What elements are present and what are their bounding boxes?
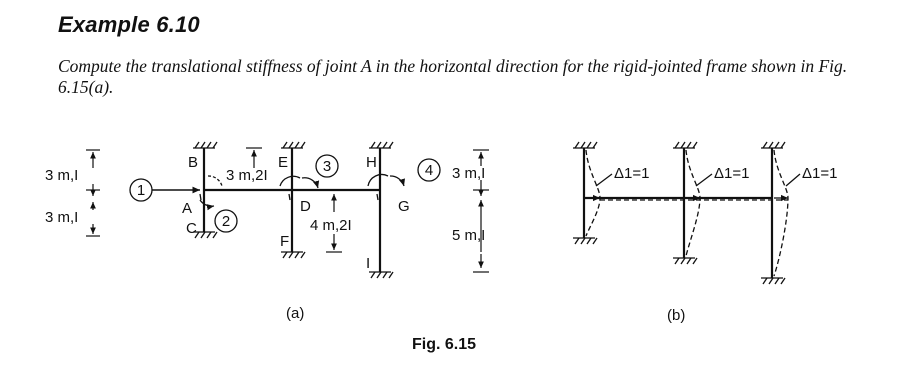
- dim-ab: 3 m,I: [45, 167, 79, 184]
- joint-label-g: G: [398, 198, 410, 215]
- joint-label-h: H: [366, 154, 377, 171]
- joint-label-a: A: [182, 200, 193, 217]
- figure-caption: Fig. 6.15: [412, 336, 477, 353]
- joint-label-c: C: [186, 220, 197, 237]
- member-4-number: 4: [424, 162, 434, 179]
- panel-b-frame: [573, 142, 800, 284]
- joint-label-i: I: [366, 255, 371, 272]
- problem-statement: Compute the translational stiffness of joint A in the horizontal direction for the rigid-jointed frame shown in Fig. 6.15(a).: [58, 56, 848, 97]
- dim-df: 4 m,2I: [310, 217, 352, 234]
- dim-be: 3 m,2I: [226, 167, 268, 184]
- dim-ac: 3 m,I: [45, 209, 79, 226]
- panel-a-label: (a): [286, 305, 305, 322]
- joint-label-b: B: [188, 154, 199, 171]
- deflection-label-2: Δ1=1: [714, 165, 750, 182]
- example-title: Example 6.10: [58, 12, 200, 37]
- member-1-number: 1: [136, 182, 146, 199]
- deflection-label-1: Δ1=1: [614, 165, 650, 182]
- joint-label-d: D: [300, 198, 311, 215]
- member-3-number: 3: [322, 158, 332, 175]
- panel-b-label: (b): [667, 307, 686, 324]
- dim-gh: 3 m,I: [452, 165, 486, 182]
- member-2-number: 2: [221, 213, 231, 230]
- joint-label-e: E: [278, 154, 289, 171]
- dim-gi: 5 m,I: [452, 227, 486, 244]
- joint-label-f: F: [280, 233, 290, 250]
- deflection-label-3: Δ1=1: [802, 165, 838, 182]
